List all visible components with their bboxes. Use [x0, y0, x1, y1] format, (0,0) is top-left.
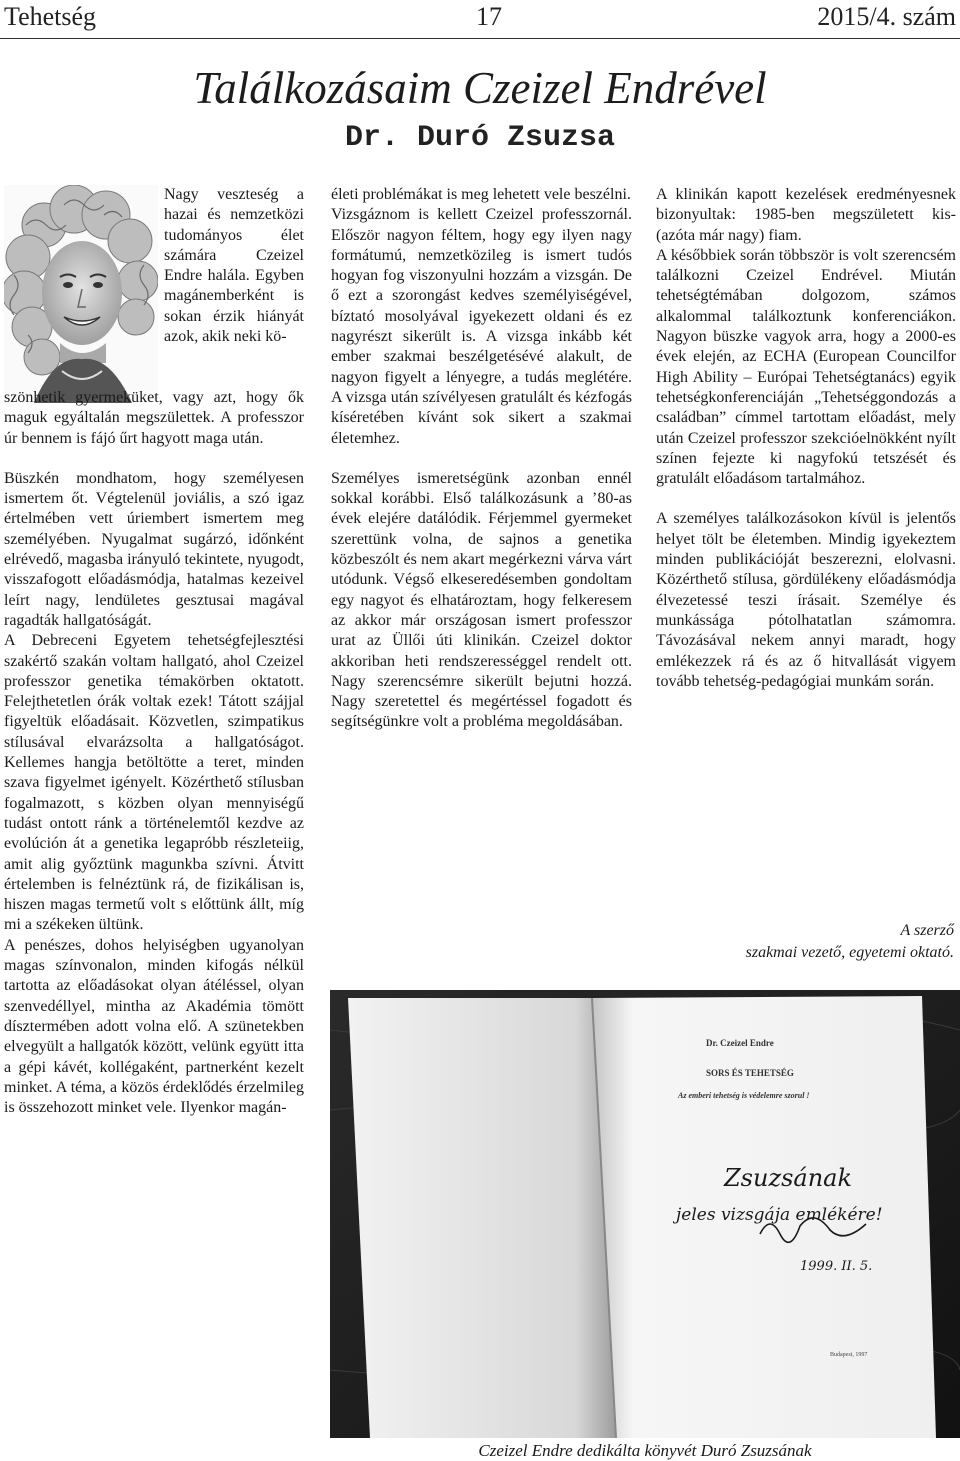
paragraph: Nagy veszteség a hazai és nemzetközi tudományos élet számára Czeizel Endre halála. Egyben magánemberként is sokan érzik hiányát azok, akik neki kö- [164, 186, 304, 346]
paragraph: A személyes találkozásokon kívül is jelentős helyet tölt be életemben. Mindig igyekeztem minden publikációját beszerezni, elolvasni. Közérthető stílusa, gördülékeny előadásmódja élvezetessé teszi írásait. Személye és munkássága pótolhatatlan számomra. Távozásával nekem annyi maradt, hogy emlékezzek rá és az ő hitvallását vigyem tovább tehetség-pedagógiai munkám során. [656, 510, 956, 690]
paragraph: A későbbiek során többször is volt szerencsém találkozni Czeizel Endrével. Miután tehetségtémában dolgozom, számos alkalommal találkoztunk konferenciákon. Nagyon büszke vagyok arra, hogy a 2000-es évek elején, az ECHA (European Councilfor High Ability – Európai Tehetségtanács) egyik tehetségkonferenciáján „Tehetséggondozás a családban” címmel tartottam előadást, mely után Czeizel professzor szekcióelnökként nyílt színen fejezte ki nagyfokú tetszését és gratulált előadásom tartalmához. [656, 246, 956, 488]
signature-line-1: A szerző [900, 922, 954, 939]
paragraph: Vizsgáznom is kellett Czeizel professzornál. Először nagyon féltem, hogy egy ilyen nagy formátumú, nemzetközileg is ismert tudós hogyan fog viszonyulni hozzám a vizsgán. De ő ezt a szorongást kedves személyiségével, bíztató mosolyával igyekezett oldani és ez nagyrészt sikerült is. A vizsga inkább két ember szakmai beszélgetésévé alakult, de nagyon figyelt a lényegre, a tudás meglétére. A vizsga után szívélyesen gratulált és kézfogás kíséretében kívánt sok sikert a szakmai életemhez. [331, 206, 632, 447]
book-author: Dr. Czeizel Endre [706, 1038, 774, 1048]
paragraph: Személyes ismeretségünk azonban ennél sokkal korábbi. Első találkozásunk a ’80-as évek elejére datálódik. Férjemmel gyermeket szerettünk volna, de sajnos a genetika közbeszólt és nem akart megérkezni várva várt utódunk. Végső elkeseredésemben gondoltam egy nagyot és elhatároztam, hogy felkeresem az akkor már országosan ismert professzor urat az Üllői úti klinikán. Czeizel doktor akkoriban heti rendszerességgel rendelt ott. Nagy szerencsémre sikerült bejutni hozzá. Nagy szeretettel és megértéssel fogadott és segítségünkre volt a probléma megoldásában. [331, 469, 632, 731]
book-photo [330, 990, 960, 1438]
journal-name: Tehetség [4, 2, 97, 31]
author-portrait [4, 185, 158, 403]
paragraph: szönhetik gyermeküket, vagy azt, hogy ők maguk egyáltalán megszülettek. A professzor úr bennem is fájó űrt hagyott maga után. [4, 389, 304, 447]
author-signature-block [654, 920, 954, 964]
column-2 [331, 185, 632, 733]
column-3 [656, 185, 956, 692]
column-1 [4, 388, 304, 1118]
article-author: Dr. Duró Zsuzsa [344, 121, 616, 155]
header-rule [0, 38, 960, 39]
page-header [0, 0, 960, 36]
paragraph: Büszkén mondhatom, hogy személyesen ismertem őt. Végtelenül joviális, a szó igaz értelmében vett úriembert ismertem meg személyében. Nyugalmat sugárzó, időnként elrévedő, magasba irányuló tekintete, nyugodt, visszafogott előadásmódja, hatalmas kezeivel leírt nagy, lendületes gesztusai magával ragadták hallgatóságát. [4, 469, 304, 629]
book-subtitle: Az emberi tehetség is védelemre szorul ! [678, 1091, 810, 1100]
book-title: SORS ÉS TEHETSÉG [706, 1068, 794, 1078]
dedication-text: jeles vizsgája emlékére! [676, 1205, 883, 1225]
signature-line-2: szakmai vezető, egyetemi oktató. [745, 944, 954, 961]
paragraph: életi problémákat is meg lehetett vele beszélni. [331, 186, 631, 203]
dedication-name: Zsuzsának [724, 1164, 853, 1192]
page-number: 17 [476, 2, 502, 31]
paragraph: A Debreceni Egyetem tehetségfejlesztési szakértő szakán voltam hallgató, ahol Czeizel professzor genetika témakörben oktatott. Felejthetetlen órák voltak ezek! Tátott szájjal figyeltük előadásait. Közvetlen, szimpatikus stílusával elvarázsolta a hallgatóságot. Kellemes hangja betöltötte a teret, minden szava figyelmet igényelt. Közérthető stílusban fogalmazott, s közben olyan mennyiségű tudást ontott ránk a történelemtől kezdve az evolúción át a genetika legapróbb részleteiig, amit alig győztünk magunkba szívni. Átvitt értelemben is felnéztünk rá, de fizikálisan is, hiszen magas termetű volt s előttünk állt, míg mi a székeken ültünk. [4, 632, 304, 934]
book-place: Budapest, 1997 [830, 1352, 868, 1358]
column-1-wrap-text [164, 185, 304, 347]
photo-caption: Czeizel Endre dedikálta könyvét Duró Zsuzsának [478, 1441, 812, 1460]
paragraph: A penészes, dohos helyiségben ugyanolyan magas színvonalon, minden kifogás nélkül tartotta az előadásokat olyan átéléssel, olyan szenvedéllyel, mintha az Akadémia tömött dísztermében adott volna elő. A szünetekben elvegyült a hallgatók között, velünk együtt itta a gépi kávét, kollégaként, partnerként kezelt minket. A téma, a közös érdeklődés érzelmileg is összehozott minket vele. Ilyenkor magán- [4, 936, 304, 1117]
paragraph: A klinikán kapott kezelések eredményesnek bizonyultak: 1985-ben megszületett kis- (azóta már nagy) fiam. [656, 186, 956, 244]
article-title: Találkozásaim Czeizel Endrével [193, 63, 767, 113]
dedication-date: 1999. II. 5. [800, 1259, 873, 1274]
issue-number: 2015/4. szám [817, 2, 956, 31]
